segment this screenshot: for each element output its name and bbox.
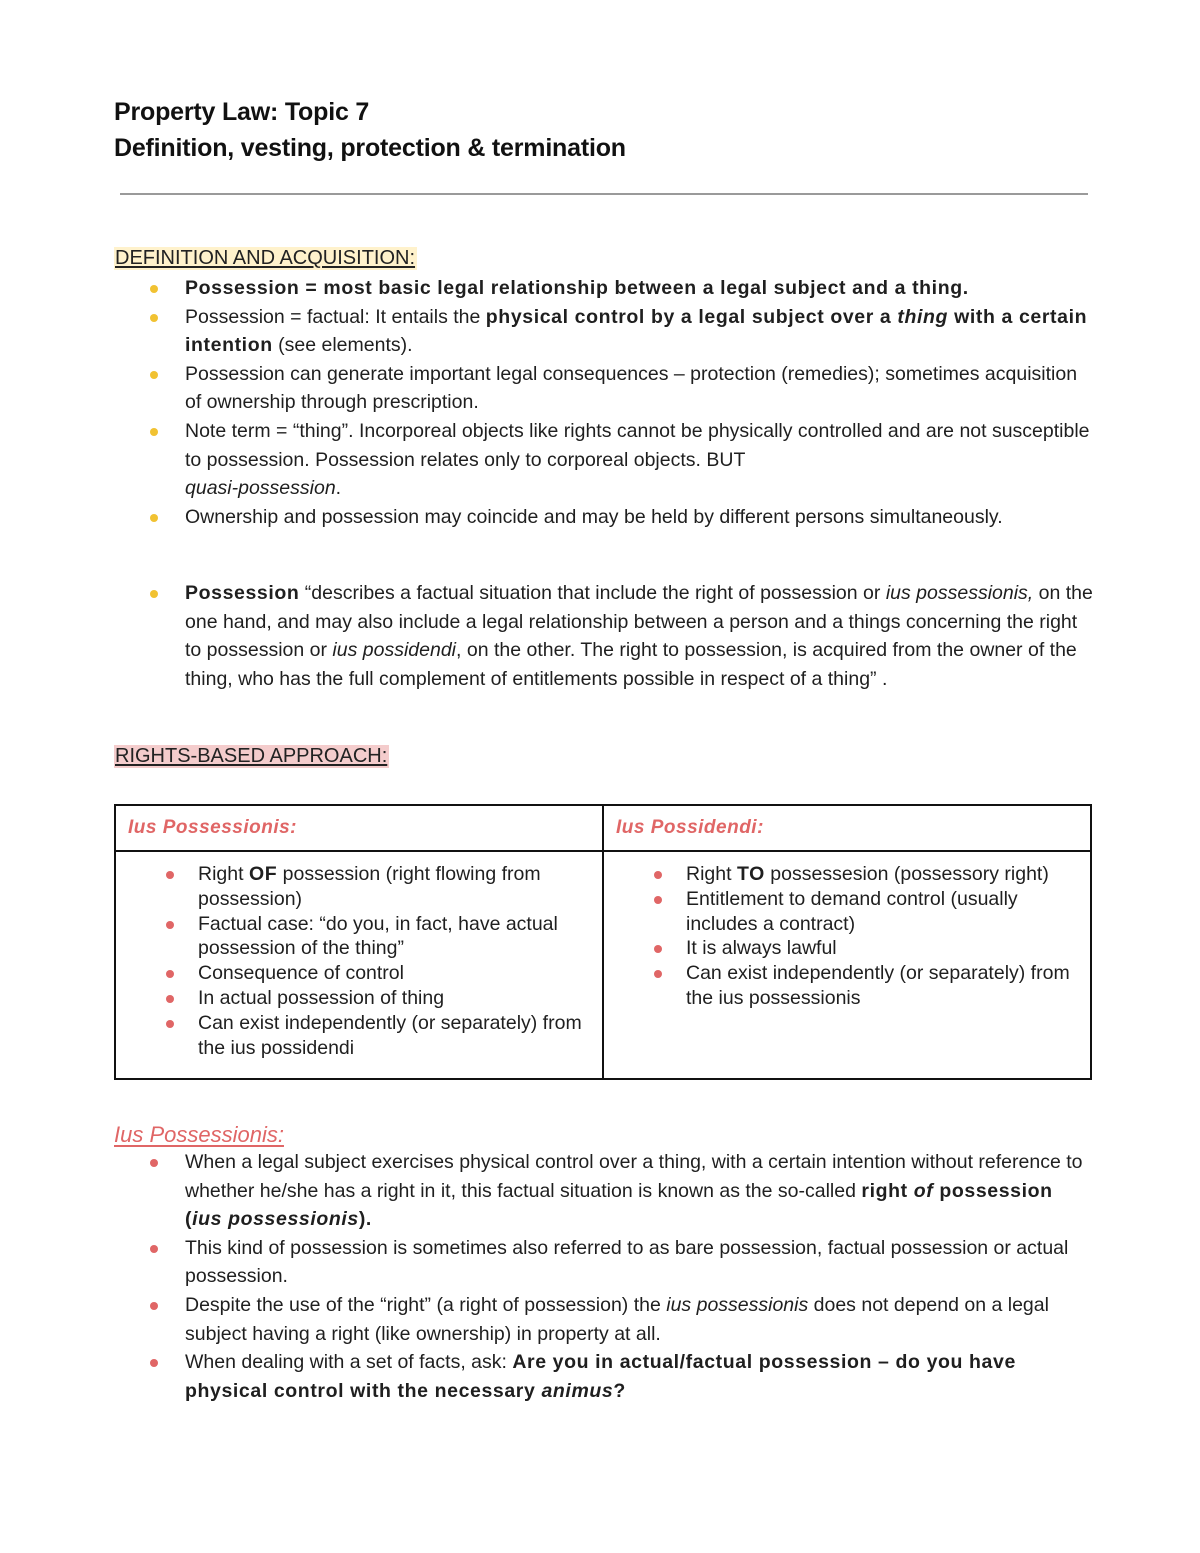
text: When a legal subject exercises physical control over a thing, with a certain intention without reference to whether he/she has a right in it, this factual situation is known as the so-called [185,1151,1083,1202]
possession-definition-list [0,579,1095,693]
text: . [335,477,342,500]
text: It is always lawful [686,937,837,960]
bullet-icon [150,428,158,436]
section-heading-rights: RIGHTS-BASED APPROACH: [115,745,388,767]
text: Possession = factual: It entails the [185,305,486,328]
text: does not depend on a legal subject having a right (like ownership) in property at all. [185,1293,1049,1345]
bullet-icon [654,945,662,953]
list-item [0,503,1095,532]
text: possession (right flowing from possession) [198,863,541,910]
bold-italic-text: of [913,1179,934,1202]
bold-text: right [861,1179,914,1202]
table-cell-left [115,851,603,1079]
list-item [0,579,1095,693]
italic-text: ius possidendi [332,639,457,662]
bullet-icon [150,285,158,293]
table-list-item [116,961,602,986]
bullet-icon [150,1245,158,1253]
text: In actual possession of thing [198,986,445,1009]
text: Factual case: “do you, in fact, have actual possession of the thing” [198,912,558,960]
text: Possession can generate important legal consequences – protection (remedies); sometimes acquisition of ownership through prescription. [185,362,1078,414]
text: Right [198,863,249,885]
table-list-item [116,912,602,962]
table-header-ius-possidendi: Ius Possidendi: [603,805,1091,851]
bold-italic-text: animus [541,1379,614,1402]
text: Ownership and possession may coincide and may be held by different persons simultaneously. [185,505,1003,528]
text: Despite the use of the “right” (a right of possession) the [185,1293,667,1316]
horizontal-divider [120,193,1088,195]
bullet-icon [654,970,662,978]
document-title: Property Law: Topic 7 [114,98,370,126]
table-list-item [116,862,602,912]
bold-italic-text: ius possessionis [192,1208,359,1231]
text: Can exist independently (or separately) from the ius possidendi [198,1011,582,1059]
bullet-icon [654,871,662,879]
text: When dealing with a set of facts, ask: [185,1351,513,1374]
list-item [0,303,1095,360]
bullet-icon [654,896,662,904]
bullet-icon [166,970,174,978]
text: Can exist independently (or separately) from the ius possessionis [686,962,1070,1009]
bullet-icon [150,590,158,598]
bullet-icon [150,1302,158,1310]
bullet-icon [166,995,174,1003]
section-heading-ius-possessionis: Ius Possessionis: [114,1122,284,1147]
bold-text: ? [613,1379,626,1402]
table-header-ius-possessionis: Ius Possessionis: [115,805,603,851]
bullet-icon [166,1020,174,1028]
bold-text: Possession = most basic legal relationship between a legal subject and a thing. [185,277,969,299]
bullet-icon [166,871,174,879]
bullet-icon [150,1159,158,1167]
table-list-item [604,961,1090,1011]
list-item [0,1234,1095,1291]
bullet-icon [150,514,158,522]
table-list-item [604,887,1090,937]
bold-text: possession ( [185,1179,1053,1231]
document-subtitle: Definition, vesting, protection & termination [114,134,626,162]
italic-text: quasi-possession [185,477,336,500]
text: on the one hand, and may also include a legal relationship between a person and a things concerning the right to possession or [185,582,1093,662]
table-list-item [116,1011,602,1061]
italic-text: ius possessionis [666,1293,809,1316]
definition-list [0,274,1095,531]
text: Entitlement to demand control (usually includes a contract) [686,887,1018,935]
text: possessesion (possessory right) [764,863,1049,885]
table-cell-right [603,851,1091,1079]
bold-text: ). [358,1208,372,1231]
list-item [0,1148,1095,1234]
list-item [0,274,1095,303]
bold-italic-text: thing [897,305,949,328]
list-item [0,360,1095,417]
bullet-icon [166,921,174,929]
comparison-table [114,804,1092,1080]
text: Right [686,863,737,885]
bold-text: Possession [185,582,300,604]
italic-text: ius possessionis, [885,582,1034,604]
table-list-item [116,986,602,1011]
bold-text: OF [248,863,278,885]
text: Consequence of control [198,962,404,985]
bullet-icon [150,371,158,379]
bold-text: Are you in actual/factual possession – do you have physical control with the necessary [185,1351,1016,1402]
bullet-icon [150,314,158,322]
section-heading-definition: DEFINITION AND ACQUISITION: [115,247,416,269]
bullet-icon [150,1359,158,1367]
text: This kind of possession is sometimes also referred to as bare possession, factual possession or actual possession. [185,1236,1069,1288]
table-list-item [604,862,1090,887]
bold-text: TO [736,863,765,885]
ius-possessionis-list [0,1148,1095,1405]
bold-text: with a certain intention [185,305,1088,357]
text: Note term = “thing”. Incorporeal objects like rights cannot be physically controlled and are not susceptible to possession. Possession relates only to corporeal objects. BUT [185,419,1090,471]
text: , on the other. The right to possession, is acquired from the owner of the thing, who has the full complement of entitlements possible in respect of a thing” . [185,639,1077,690]
text: (see elements). [272,334,413,357]
bold-text: physical control by a legal subject over a [485,305,898,328]
text: “describes a factual situation that include the right of possession or [299,582,886,604]
list-item [0,1291,1095,1348]
list-item [0,1348,1095,1405]
list-item [0,417,1095,503]
table-list-item [604,936,1090,961]
